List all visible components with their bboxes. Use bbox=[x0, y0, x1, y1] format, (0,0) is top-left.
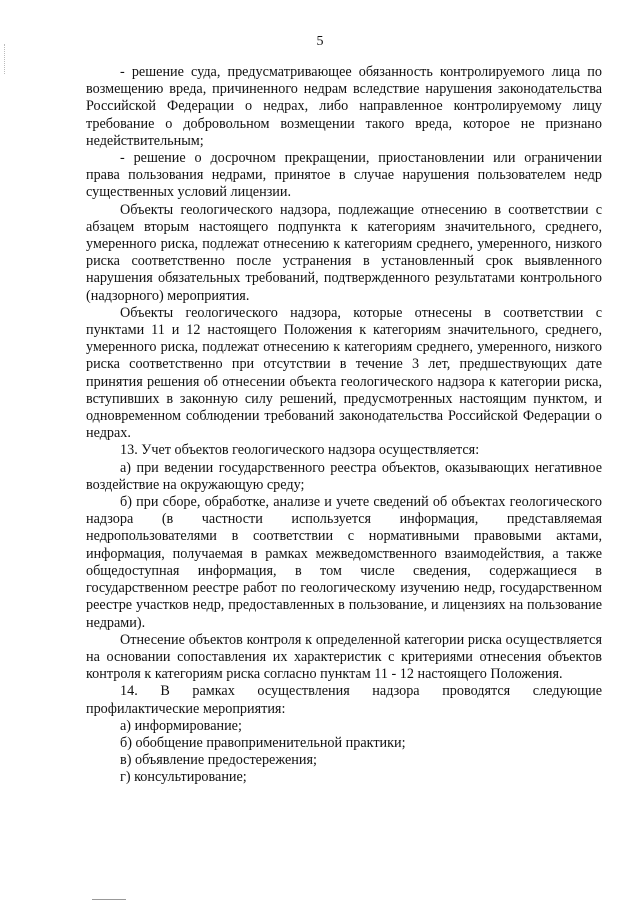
paragraph-risk-downgrade: Объекты геологического надзора, которые отнесены в соответствии с пунктами 11 и 12 настоящего Положения к категориям значительного, среднего, умеренного риска, подлежат отнесению к категориям среднего, умеренного, низкого риска соответственно при отсутствии в течение 3 лет, предшествующих дате принятия решения об отнесении объекта геологического надзора к категории риска, вступивших в законную силу решений, предусмотренных настоящим пунктом, и одновременном соблюдении требований законодательства Российской Федерации о недрах. bbox=[86, 304, 602, 442]
list-item-informing: а) информирование; bbox=[120, 717, 242, 734]
page-number: 5 bbox=[316, 34, 324, 49]
paragraph-item-14: 14. В рамках осуществления надзора проводятся следующие профилактические мероприятия: bbox=[86, 683, 602, 717]
paragraph-item-13: 13. Учет объектов геологического надзора осуществляется: bbox=[120, 442, 480, 459]
paragraph-risk-reassignment: Объекты геологического надзора, подлежащие отнесению в соответствии с абзацем вторым настоящего подпункта к категориям значительного, среднего, умеренного риска, подлежат отнесению к категориям среднего, умеренного, низкого риска соответственно после устранения в установленный срок выявленного нарушения обязательных требований, подтвержденного результатами контрольного (надзорного) мероприятия. bbox=[86, 201, 602, 304]
paragraph-item-13b: б) при сборе, обработке, анализе и учете сведений об объектах геологического надзора (в частности используется информация, представляемая недропользователями в соответствии с нормативными правовыми актами, информация, получаемая в рамках межведомственного взаимодействия, а также общедоступная информация, в том числе сведения, содержащиеся в государственном реестре работ по геологическому изучению недр, государственном реестре участков недр, предоставленных в пользование, и лицензиях на пользование недрами). bbox=[86, 494, 602, 631]
paragraph-early-termination: - решение о досрочном прекращении, приостановлении или ограничении права пользования недрами, принятое в случае нарушения пользователем недр существенных условий лицензии. bbox=[86, 150, 602, 201]
paragraph-risk-assignment-basis: Отнесение объектов контроля к определенной категории риска осуществляется на основании сопоставления их характеристик с критериями отнесения объектов контроля к категориям риска согласно пунктам 11 - 12 настоящего Положения. bbox=[86, 631, 602, 683]
paragraph-court-decision: - решение суда, предусматривающее обязанность контролируемого лица по возмещению вреда, причиненного недрам вследствие нарушения законодательства Российской Федерации о недрах, либо направленное контролируемому лицу требование о добровольном возмещении такого вреда, которое не признано недействительным; bbox=[86, 64, 602, 149]
list-item-warning: в) объявление предостережения; bbox=[120, 752, 317, 769]
paragraph-item-13a: а) при ведении государственного реестра объектов, оказывающих негативное воздействие на окружающую среду; bbox=[86, 459, 602, 493]
list-item-consulting: г) консультирование; bbox=[120, 769, 247, 786]
list-item-practice-summary: б) обобщение правоприменительной практики; bbox=[120, 734, 406, 751]
document-body bbox=[86, 64, 602, 787]
footer-rule bbox=[92, 899, 126, 900]
